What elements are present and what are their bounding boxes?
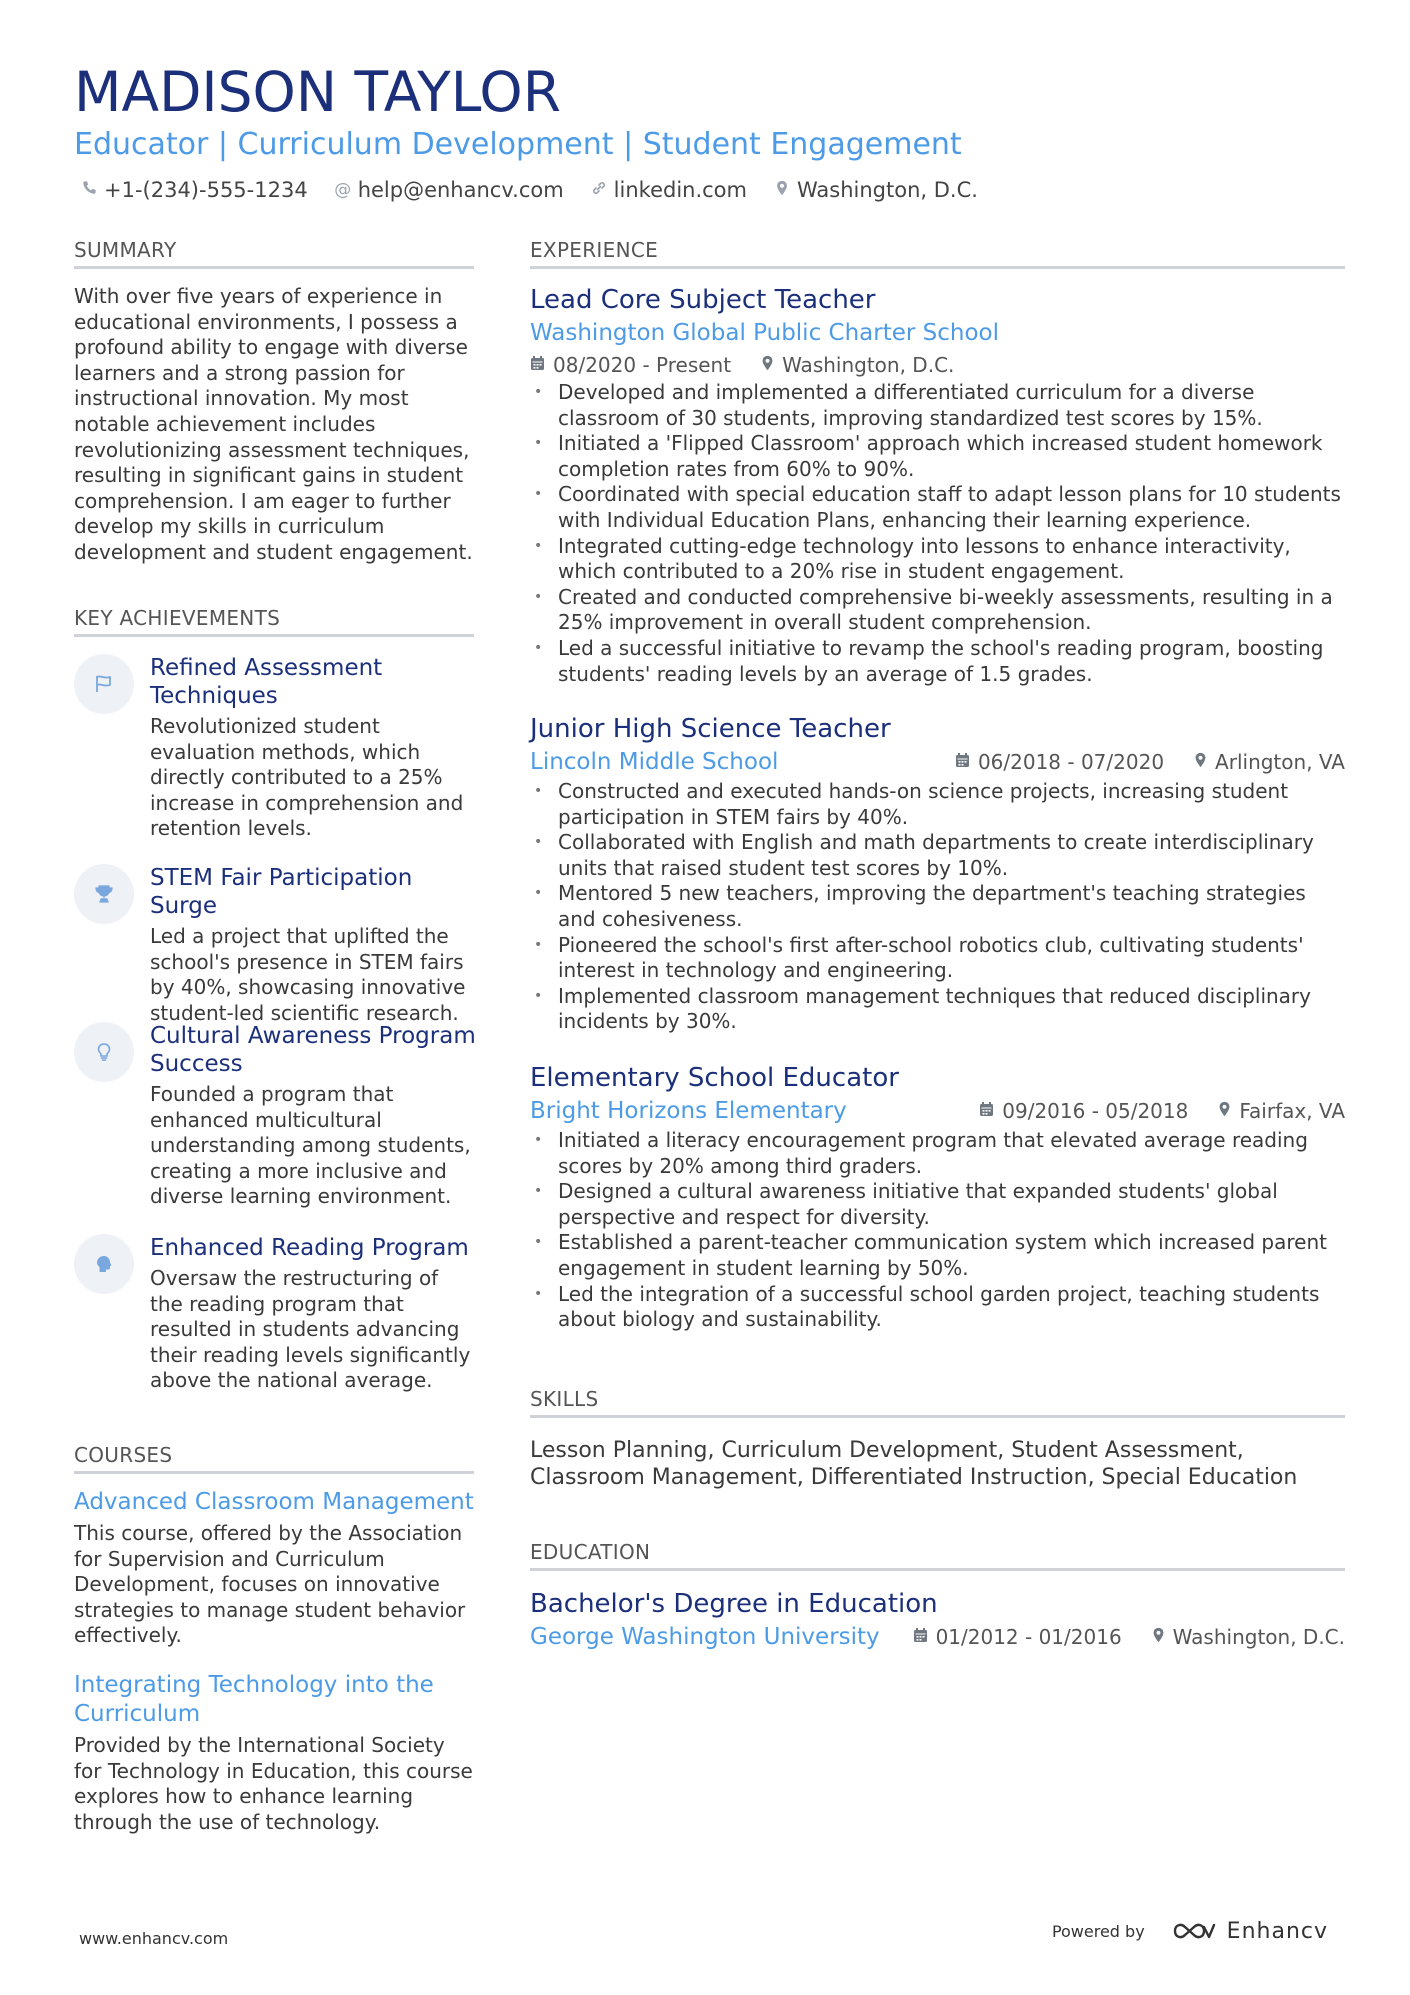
powered-by-label: Powered by [1051, 1921, 1145, 1941]
calendar-icon [913, 1627, 928, 1648]
achievement-title: STEM Fair Participation Surge [150, 865, 413, 919]
job-bullet: • Led the integration of a successful school garden project, teaching students about biology and sustainability. [530, 1282, 1345, 1333]
achievement-body [150, 1234, 476, 1394]
education-heading: EDUCATION [530, 1540, 1345, 1571]
job-bullet: • Created and conducted comprehensive bi-weekly assessments, resulting in a 25% improvement in overall student comprehension. [530, 585, 1345, 636]
education-org-row [530, 1620, 1345, 1654]
candidate-name: MADISON TAYLOR [74, 60, 561, 124]
job-bullet: • Constructed and executed hands-on science projects, increasing student participation in STEM fairs by 40%. [530, 779, 1345, 830]
course-desc: Provided by the International Society for Technology in Education, this course explores how to enhance learning through the use of technology. [74, 1733, 473, 1834]
course-item [74, 1671, 474, 1835]
achievement-body [150, 864, 476, 1026]
calendar-icon [530, 355, 545, 376]
contact-linkedin[interactable] [590, 178, 747, 202]
job-bullets [530, 779, 1345, 1035]
achievement-title: Refined Assessment Techniques [150, 655, 383, 709]
contact-location-text: Washington, D.C. [796, 178, 978, 202]
achievement-body [150, 654, 476, 842]
job-location: Fairfax, VA [1239, 1099, 1345, 1123]
job-meta [979, 1094, 1345, 1128]
candidate-tagline: Educator | Curriculum Development | Student Engagement [74, 127, 962, 162]
job-bullets [530, 380, 1345, 687]
calendar-icon [955, 752, 970, 773]
course-title: Advanced Classroom Management [74, 1489, 474, 1515]
education-entry [530, 1588, 1345, 1654]
footer-website[interactable]: www.enhancv.com [79, 1929, 229, 1948]
job-dates: 09/2016 - 05/2018 [1002, 1099, 1189, 1123]
job-bullet: • Mentored 5 new teachers, improving the department's teaching strategies and cohesiveness. [530, 881, 1345, 932]
job-dates: 08/2020 - Present [553, 353, 732, 377]
job-bullets [530, 1128, 1345, 1333]
school-name: George Washington University [530, 1624, 880, 1650]
achievement-desc: Led a project that uplifted the school's presence in STEM fairs by 40%, showcasing innovative student-led scientific research. [150, 924, 466, 1025]
achievement-desc: Revolutionized student evaluation methods, which directly contributed to a 25% increase in comprehension and retention levels. [150, 714, 464, 841]
course-item [74, 1488, 474, 1649]
job-entry [530, 284, 1345, 687]
calendar-icon [979, 1101, 994, 1122]
at-icon: @ [334, 180, 352, 200]
education-location: Washington, D.C. [1172, 1625, 1345, 1649]
achievement-title: Cultural Awareness Program Success [150, 1023, 476, 1077]
courses-heading: COURSES [74, 1443, 474, 1474]
job-bullet: • Implemented classroom management techniques that reduced disciplinary incidents by 30%. [530, 984, 1345, 1035]
achievement-desc: Founded a program that enhanced multicultural understanding among students, creating a more inclusive and diverse learning environment. [150, 1082, 471, 1209]
location-icon [1218, 1101, 1231, 1122]
course-title: Integrating Technology into the Curriculum [74, 1672, 434, 1727]
summary-heading: SUMMARY [74, 238, 474, 269]
link-icon [590, 180, 608, 201]
degree-title: Bachelor's Degree in Education [530, 1589, 938, 1619]
contact-phone[interactable] [80, 178, 308, 202]
job-dates: 06/2018 - 07/2020 [977, 750, 1165, 774]
achievement-item [74, 1022, 474, 1212]
contact-linkedin-text: linkedin.com [613, 178, 747, 202]
summary-text: With over five years of experience in educational environments, I possess a profound ability to engage with diverse learners and a strong passion for instructional innovation. My most notable achievement includes revolutionizing assessment techniques, resulting in significant gains in student comprehension. I am eager to further develop my skills in curriculum development and student engagement. [74, 284, 473, 564]
job-bullet: • Integrated cutting-edge technology into lessons to enhance interactivity, which contributed to a 20% rise in student engagement. [530, 534, 1345, 585]
job-bullet: • Pioneered the school's first after-school robotics club, cultivating students' interest in technology and engineering. [530, 933, 1345, 984]
job-title: Lead Core Subject Teacher [530, 285, 876, 315]
enhancv-logo-icon [1171, 1918, 1217, 1944]
contact-phone-text: +1-(234)-555-1234 [104, 178, 308, 202]
job-title: Elementary School Educator [530, 1063, 899, 1093]
location-icon [1194, 752, 1207, 773]
job-bullet: • Led a successful initiative to revamp the school's reading program, boosting students' reading levels by an average of 1.5 grades. [530, 636, 1345, 687]
job-bullet: • Designed a cultural awareness initiative that expanded students' global perspective and respect for diversity. [530, 1179, 1345, 1230]
achievement-title: Enhanced Reading Program [150, 1235, 469, 1261]
flag-icon [74, 654, 134, 714]
job-org-row [530, 1094, 1345, 1128]
job-meta [530, 350, 1345, 380]
job-org-row [530, 745, 1345, 779]
achievement-desc: Oversaw the restructuring of the reading program that resulted in students advancing their reading levels significantly above the national average. [150, 1266, 471, 1393]
achievement-item [74, 654, 474, 844]
location-icon [761, 355, 774, 376]
experience-heading: EXPERIENCE [530, 238, 1345, 269]
phone-icon [80, 180, 98, 200]
job-location: Washington, D.C. [782, 353, 955, 377]
achievement-item [74, 864, 474, 1025]
course-desc: This course, offered by the Association for Supervision and Curriculum Development, focuses on innovative strategies to manage student behavior effectively. [74, 1521, 466, 1648]
trophy-icon [74, 864, 134, 924]
education-dates: 01/2012 - 01/2016 [935, 1625, 1122, 1649]
footer-branding[interactable] [1052, 1918, 1328, 1944]
skills-text: Lesson Planning, Curriculum Development, Student Assessment, Classroom Management, Differentiated Instruction, Special Education [530, 1438, 1298, 1490]
contact-email-text: help@enhancv.com [357, 178, 564, 202]
brand-name: Enhancv [1226, 1918, 1328, 1944]
job-bullet: • Initiated a 'Flipped Classroom' approach which increased student homework completion rates from 60% to 90%. [530, 431, 1345, 482]
education-meta [913, 1620, 1345, 1654]
job-meta [955, 745, 1345, 779]
contact-location [773, 178, 978, 202]
job-title: Junior High Science Teacher [530, 714, 891, 744]
job-bullet: • Established a parent-teacher communication system which increased parent engagement in student learning by 50%. [530, 1230, 1345, 1281]
lightbulb-icon [74, 1022, 134, 1082]
job-bullet: • Collaborated with English and math departments to create interdisciplinary units that raised student test scores by 10%. [530, 830, 1345, 881]
job-organization: Lincoln Middle School [530, 749, 779, 775]
job-bullet: • Developed and implemented a differentiated curriculum for a diverse classroom of 30 students, improving standardized test scores by 15%. [530, 380, 1345, 431]
head-icon [74, 1234, 134, 1294]
achievement-body [150, 1022, 476, 1210]
achievement-item [74, 1234, 474, 1424]
achievements-heading: KEY ACHIEVEMENTS [74, 606, 474, 637]
location-icon [773, 180, 791, 201]
job-organization: Washington Global Public Charter School [530, 320, 1000, 346]
job-organization: Bright Horizons Elementary [530, 1098, 847, 1124]
job-location: Arlington, VA [1215, 750, 1345, 774]
contact-email[interactable] [334, 178, 564, 202]
job-bullet: • Coordinated with special education staff to adapt lesson plans for 10 students with Individual Education Plans, enhancing their learning experience. [530, 482, 1345, 533]
skills-heading: SKILLS [530, 1387, 1345, 1418]
job-entry [530, 713, 1345, 1035]
contact-bar [80, 178, 1004, 202]
location-icon [1152, 1627, 1165, 1648]
job-entry [530, 1062, 1345, 1333]
job-bullet: • Initiated a literacy encouragement program that elevated average reading scores by 20% among third graders. [530, 1128, 1345, 1179]
